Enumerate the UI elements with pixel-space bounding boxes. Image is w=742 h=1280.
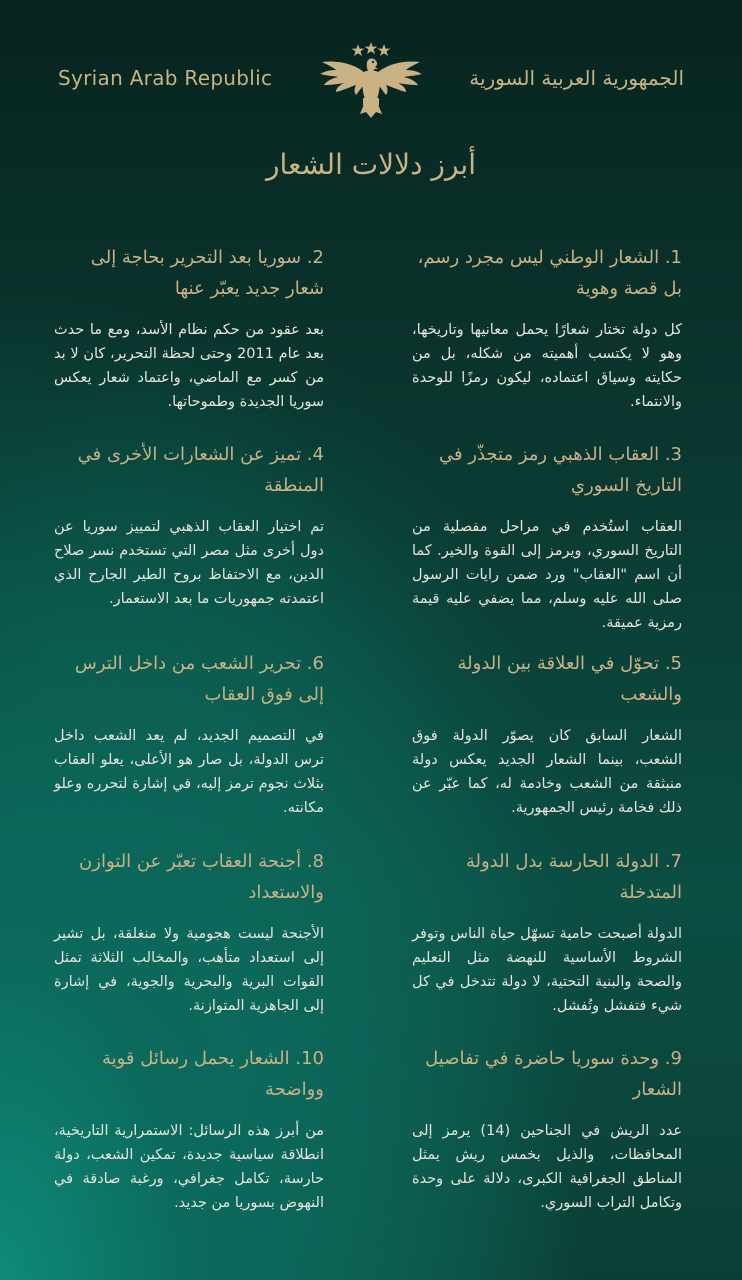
point-1 <box>412 242 682 414</box>
point-3 <box>412 439 682 635</box>
point-title: 2. سوريا بعد التحرير بحاجة إلى شعار جديد يعبّر عنها <box>90 247 324 299</box>
point-6 <box>54 648 324 820</box>
point-body: تم اختيار العقاب الذهبي لتمييز سوريا عن دول أخرى مثل مصر التي تستخدم نسر صلاح الدين، مع الاحتفاظ بروح الطير الجارح الذي اعتمدته جمهوريات ما بعد الاستعمار. <box>54 519 324 607</box>
point-title: 9. وحدة سوريا حاضرة في تفاصيل الشعار <box>425 1048 682 1100</box>
point-title: 6. تحرير الشعب من داخل الترس إلى فوق العقاب <box>74 653 324 705</box>
brand-english: Syrian Arab Republic <box>58 66 273 90</box>
point-body: الدولة أصبحت حامية تسهّل حياة الناس وتوفر الشروط الأساسية للنهضة مثل التعليم والصحة والبنية التحتية، لا دولة تتدخل في كل شيء فتفشل وتُفشل. <box>412 926 682 1014</box>
point-body: العقاب استُخدم في مراحل مفصلية من التاريخ السوري، ويرمز إلى القوة والخير. كما أن اسم "العقاب" ورد ضمن رايات الرسول صلى الله عليه وسلم، مما يضفي عليه قيمة رمزية عميقة. <box>412 519 682 631</box>
brand-arabic: الجمهورية العربية السورية <box>469 66 684 90</box>
point-body: عدد الريش في الجناحين (14) يرمز إلى المحافظات، والذيل بخمس ريش يمثل المناطق الجغرافية الكبرى، دلالة على وحدة وتكامل التراب السوري. <box>412 1123 682 1211</box>
point-7 <box>412 846 682 1018</box>
point-body: بعد عقود من حكم نظام الأسد، ومع ما حدث بعد عام 2011 وحتى لحظة التحرير، كان لا بد من كسر مع الماضي، واعتماد شعار يعكس سوريا الجديدة وطموحاتها. <box>54 322 324 410</box>
point-title: 4. تميز عن الشعارات الأخرى في المنطقة <box>77 444 324 496</box>
point-9 <box>412 1043 682 1215</box>
point-4 <box>54 439 324 611</box>
page-title: أبرز دلالات الشعار <box>266 148 476 181</box>
point-5 <box>412 648 682 820</box>
page-header <box>0 0 742 140</box>
point-body: من أبرز هذه الرسائل: الاستمرارية التاريخية، انطلاقة سياسية جديدة، تمكين الشعب، دولة حارسة، تكامل جغرافي، ورغبة صادقة في النهوض بسوريا من جديد. <box>54 1123 324 1211</box>
point-body: الأجنحة ليست هجومية ولا منغلقة، بل تشير إلى استعداد متأهب، والمخالب الثلاثة تمثل القوات البرية والبحرية والجوية، في إشارة إلى الجاهزية المتوازنة. <box>54 926 324 1014</box>
point-title: 7. الدولة الحارسة بدل الدولة المتدخلة <box>465 851 682 903</box>
golden-eagle-emblem-icon <box>316 40 426 124</box>
point-body: كل دولة تختار شعارًا يحمل معانيها وتاريخها، وهو لا يكتسب أهميته من شكله، بل من حكايته وسياق اعتماده، ليكون رمزًا للوحدة والانتماء. <box>412 322 682 410</box>
point-title: 10. الشعار يحمل رسائل قوية وواضحة <box>101 1048 324 1100</box>
point-title: 3. العقاب الذهبي رمز متجذّر في التاريخ السوري <box>438 444 682 496</box>
point-8 <box>54 846 324 1018</box>
point-body: في التصميم الجديد، لم يعد الشعب داخل ترس الدولة، بل صار هو الأعلى، يعلو العقاب بثلاث نجوم ترمز إليه، في إشارة لتحرره وعلو مكانته. <box>54 728 324 816</box>
point-title: 1. الشعار الوطني ليس مجرد رسم، بل قصة وهوية <box>417 247 682 299</box>
point-body: الشعار السابق كان يصوّر الدولة فوق الشعب، بينما الشعار الجديد يعكس دولة منبثقة من الشعب وخادمة له، كما عبّر عن ذلك فخامة رئيس الجمهورية. <box>412 728 682 816</box>
point-2 <box>54 242 324 414</box>
point-title: 5. تحوّل في العلاقة بين الدولة والشعب <box>457 653 682 705</box>
point-title: 8. أجنحة العقاب تعبّر عن التوازن والاستعداد <box>79 851 324 903</box>
point-10 <box>54 1043 324 1215</box>
